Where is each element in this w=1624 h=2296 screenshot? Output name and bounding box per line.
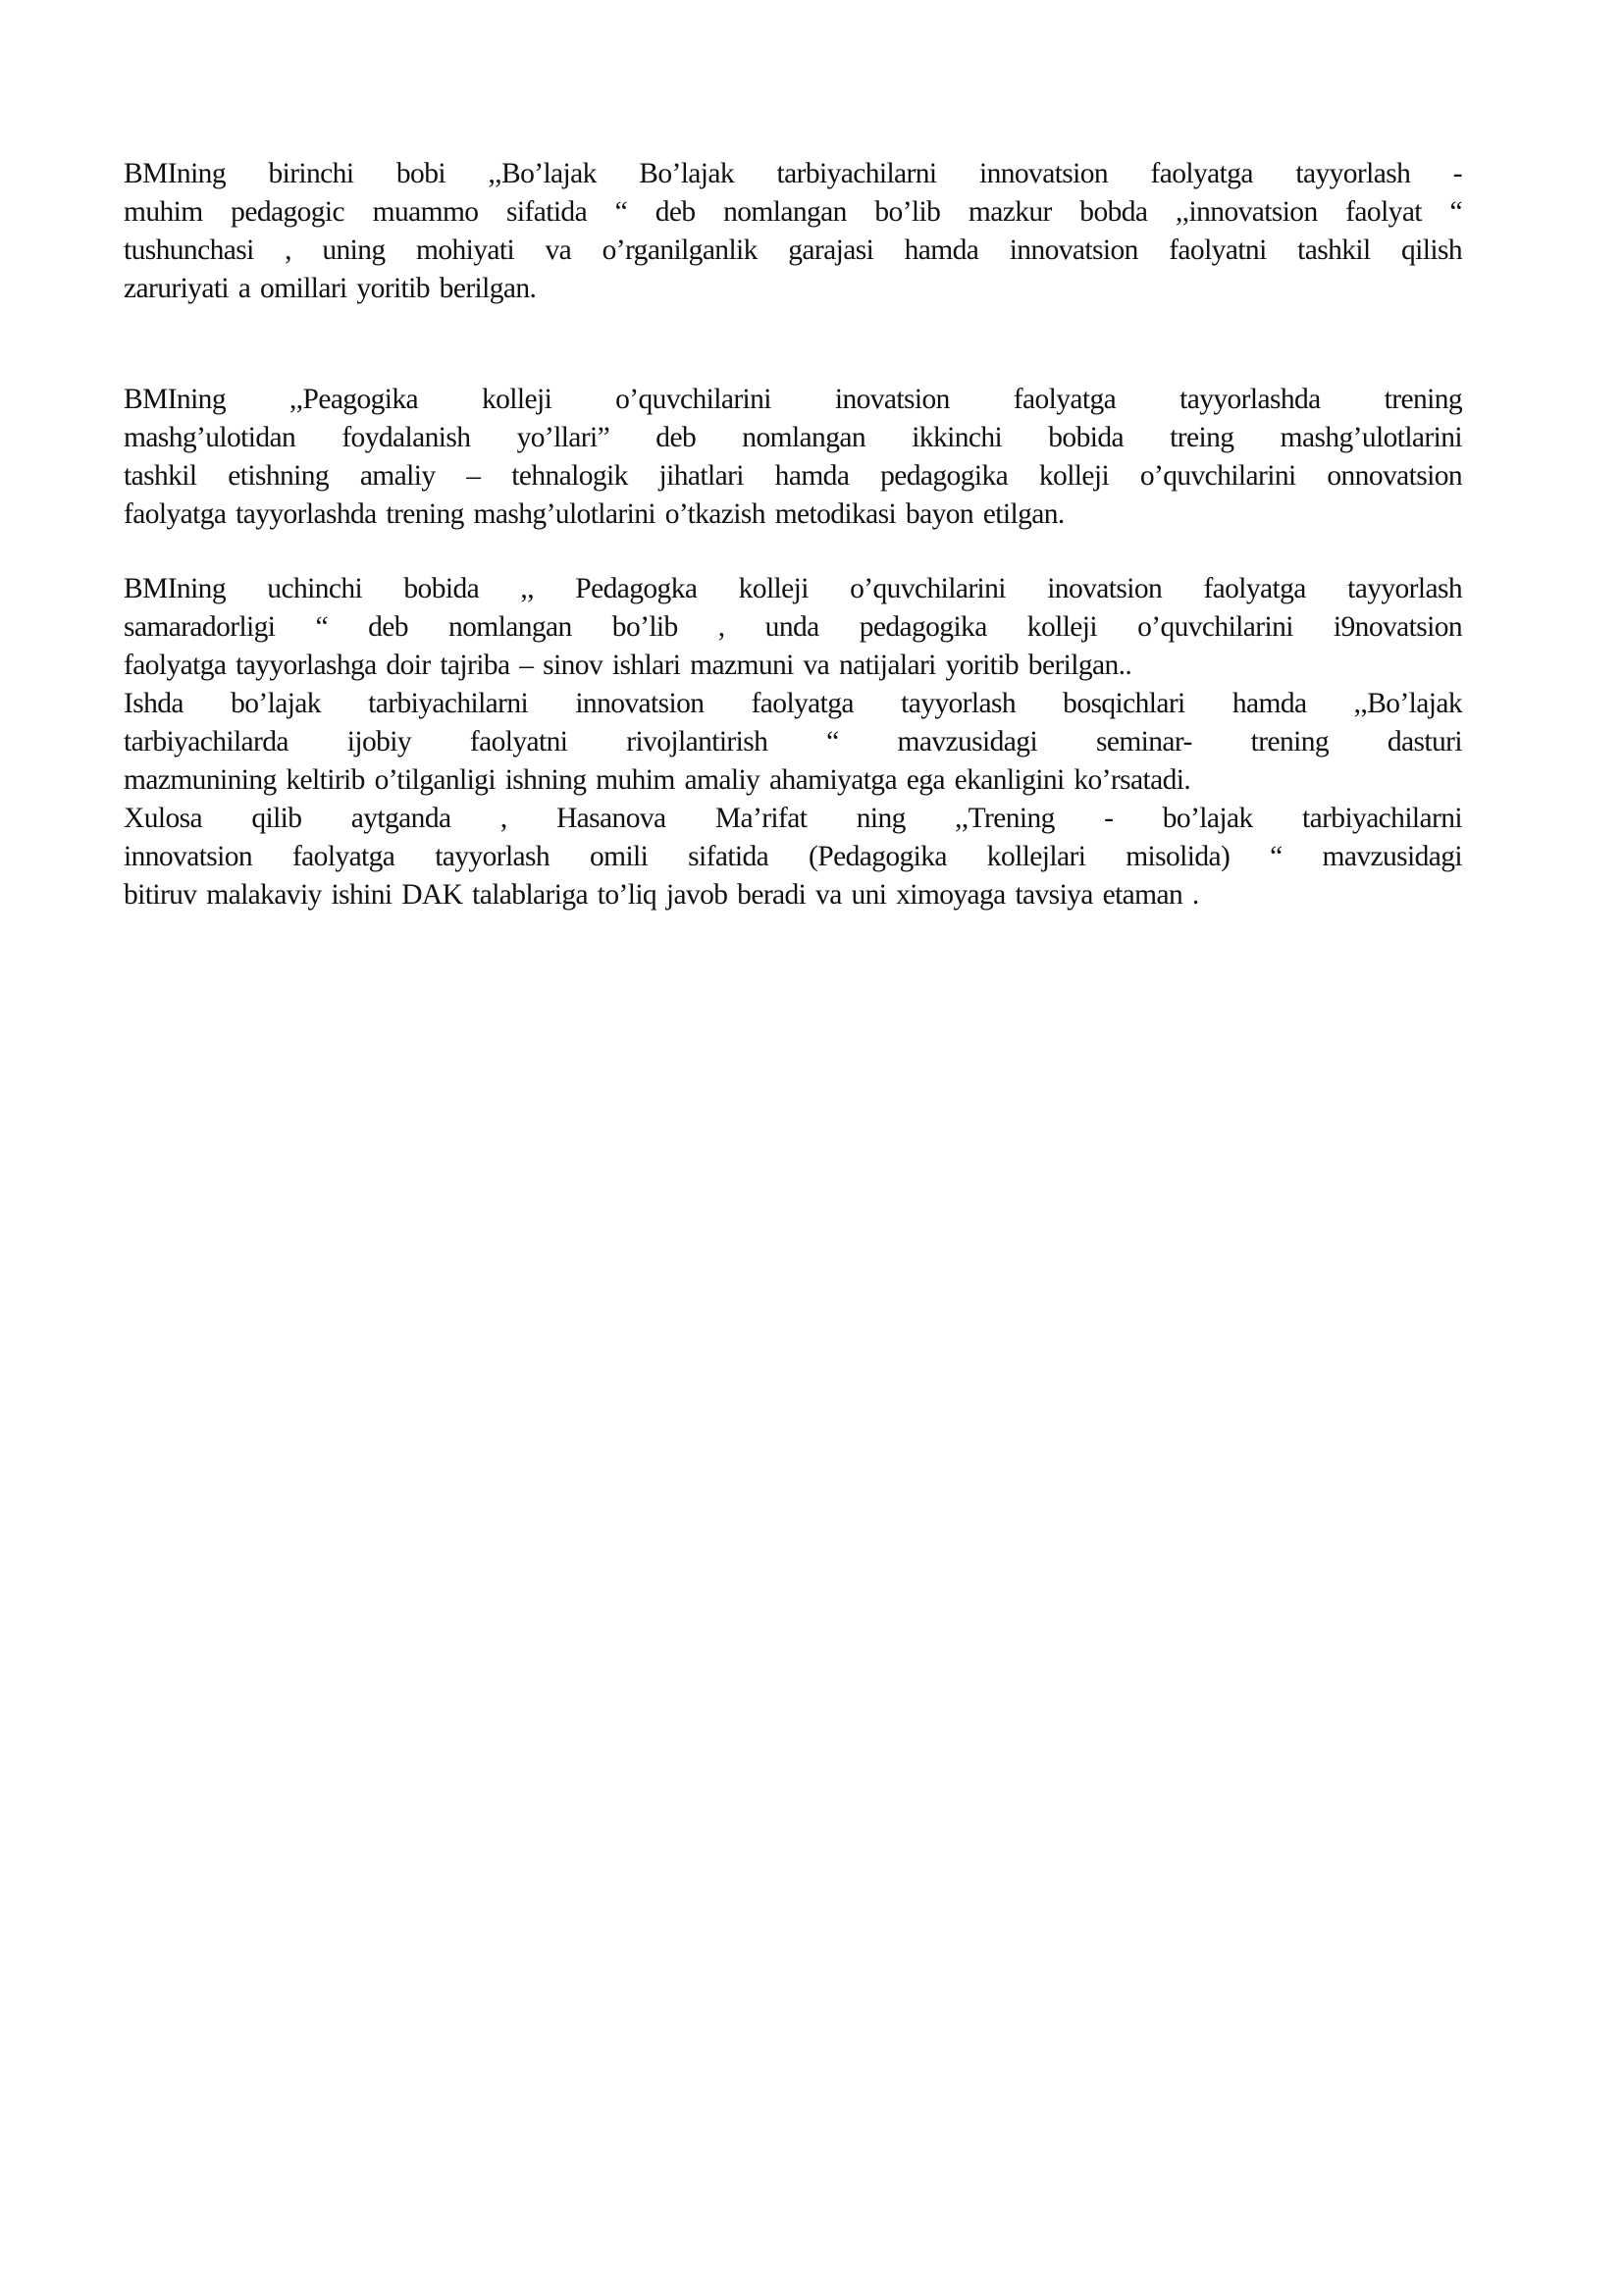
text-line: BMIning uchinchi bobida ,, Pedagogka kolleji o’quvchilarini inovatsion faolyatga tayyorlash [124,573,1462,604]
text-line: BMIning ,,Peagogika kolleji o’quvchilarini inovatsion faolyatga tayyorlashda trening [124,384,1462,415]
paragraph-chapter-one-summary [124,155,1462,308]
text-line: bitiruv malakaviy ishini DAK talablariga to’liq javob beradi va uni ximoyaga tavsiya etaman . [124,879,1199,911]
text-line: zaruriyati a omillari yoritib berilgan. [124,273,537,304]
text-line: mazmunining keltirib o’tilganligi ishning muhim amaliy ahamiyatga ega ekanligini ko’rsatadi. [124,764,1191,796]
text-line: faolyatga tayyorlashga doir tajriba – sinov ishlari mazmuni va natijalari yoritib berilgan.. [124,650,1132,681]
text-line: samaradorligi “ deb nomlangan bo’lib , unda pedagogika kolleji o’quvchilarini i9novatsion [124,611,1462,643]
paragraph-chapter-three-and-conclusion [124,570,1462,914]
text-line: tarbiyachilarda ijobiy faolyatni rivojlantirish “ mavzusidagi seminar- trening dasturi [124,726,1462,757]
text-line: tushunchasi , uning mohiyati va o’rganilganlik garajasi hamda innovatsion faolyatni tashkil qilish [124,235,1462,266]
text-line: Ishda bo’lajak tarbiyachilarni innovatsion faolyatga tayyorlash bosqichlari hamda ,,Bo’lajak [124,688,1462,719]
text-line: BMIning birinchi bobi ,,Bo’lajak Bo’lajak tarbiyachilarni innovatsion faolyatga tayyorlash - [124,158,1462,189]
text-line: mashg’ulotidan foydalanish yo’llari” deb nomlangan ikkinchi bobida treing mashg’ulotlarini [124,422,1462,453]
paragraph-chapter-two-summary [124,381,1462,534]
text-line: Xulosa qilib aytganda , Hasanova Ma’rifat ning ,,Trening - bo’lajak tarbiyachilarni [124,803,1462,834]
text-line: faolyatga tayyorlashda trening mashg’ulotlarini o’tkazish metodikasi bayon etilgan. [124,498,1065,530]
text-line: innovatsion faolyatga tayyorlash omili sifatida (Pedagogika kollejlari misolida) “ mavzusidagi [124,841,1462,872]
text-line: tashkil etishning amaliy – tehnalogik jihatlari hamda pedagogika kolleji o’quvchilarini onnovatsion [124,460,1462,492]
text-line: muhim pedagogic muammo sifatida “ deb nomlangan bo’lib mazkur bobda ,,innovatsion faolyat “ [124,196,1462,228]
